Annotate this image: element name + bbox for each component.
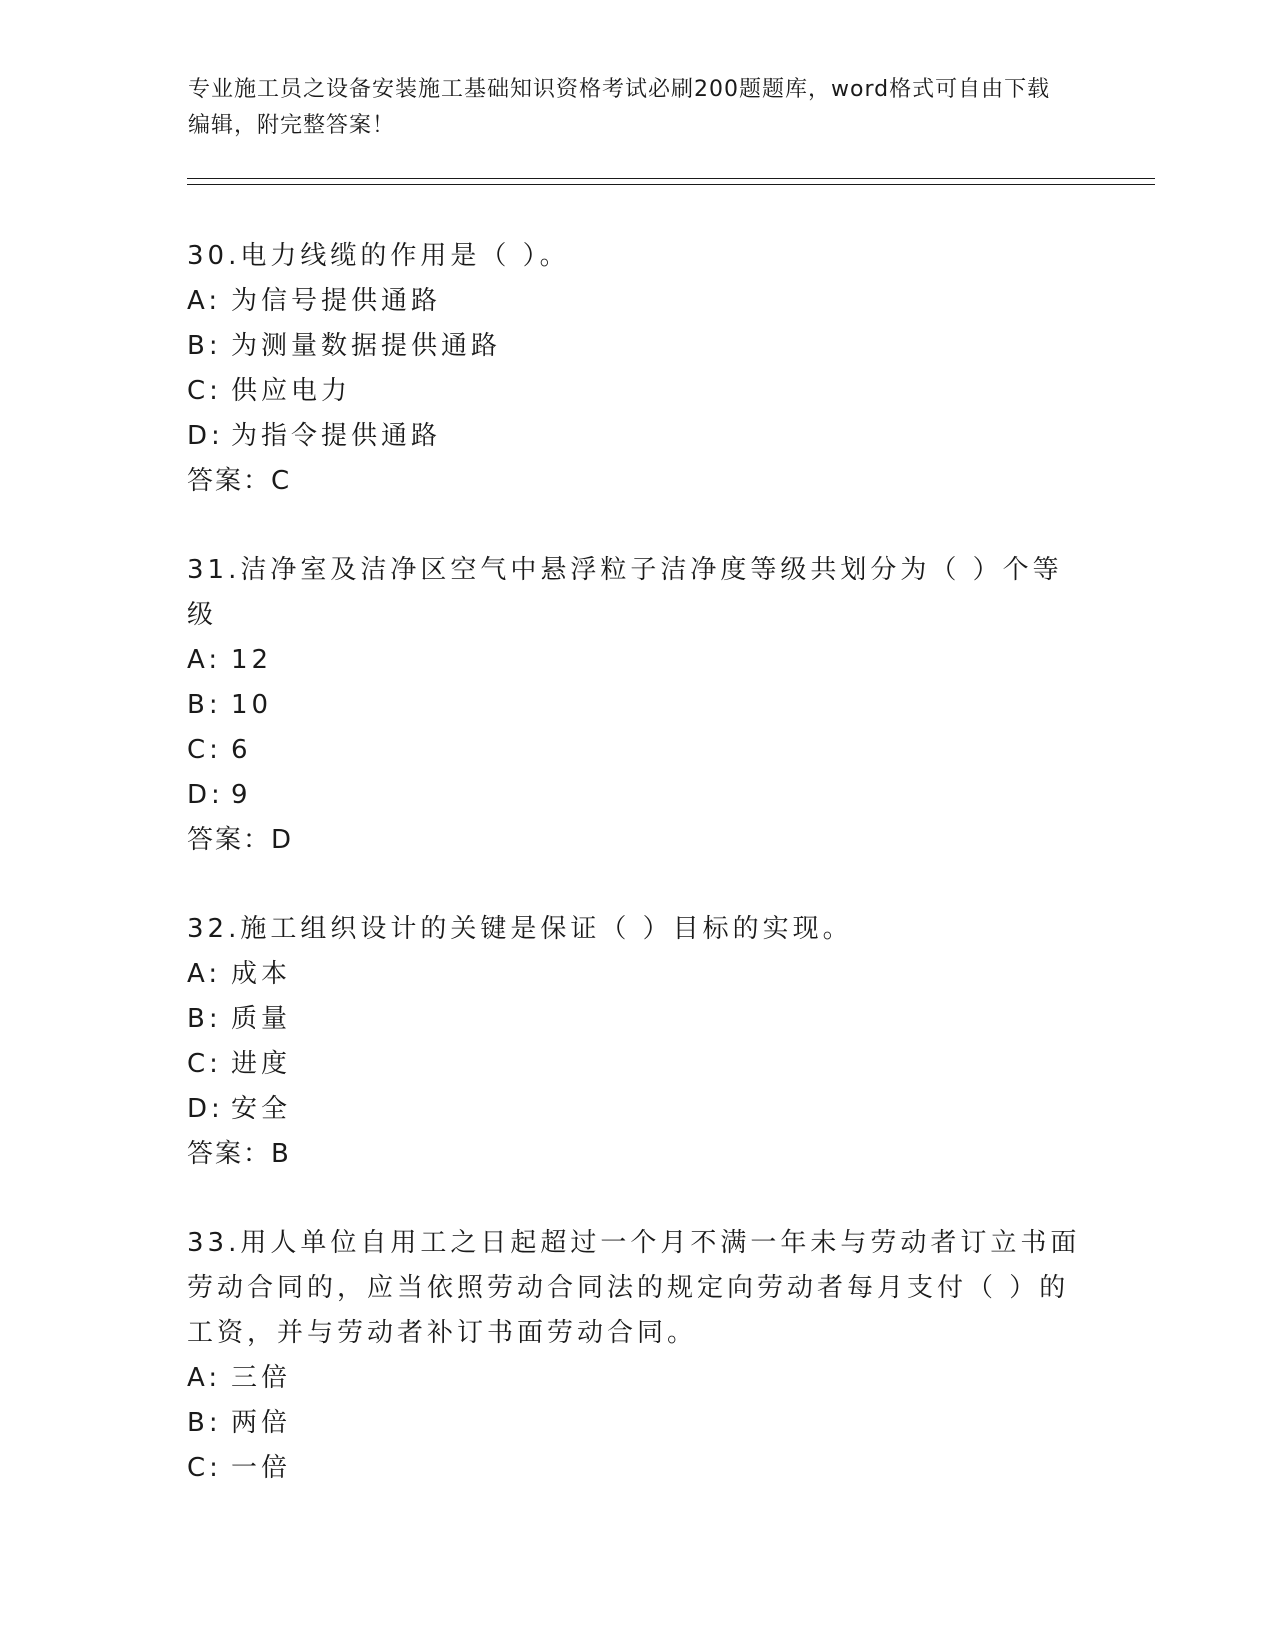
option-text: 一倍 bbox=[231, 1453, 292, 1483]
option-text: 为信号提供通路 bbox=[231, 286, 442, 316]
option-a bbox=[187, 952, 1087, 997]
option-letter: C: bbox=[187, 376, 222, 406]
answer-line: 答案：C bbox=[187, 466, 292, 496]
option-a bbox=[187, 279, 1087, 324]
option-text: 三倍 bbox=[231, 1363, 292, 1393]
option-letter: D: bbox=[187, 421, 224, 451]
option-letter: B: bbox=[187, 1408, 222, 1438]
option-c bbox=[187, 369, 1087, 414]
option-letter: A: bbox=[187, 1363, 222, 1393]
question-32 bbox=[187, 907, 1087, 1177]
option-letter: D: bbox=[187, 780, 224, 810]
option-letter: D: bbox=[187, 1094, 224, 1124]
option-text: 质量 bbox=[231, 1004, 292, 1034]
answer-line: 答案：B bbox=[187, 1139, 291, 1169]
option-letter: B: bbox=[187, 690, 222, 720]
question-stem: 31.洁净室及洁净区空气中悬浮粒子洁净度等级共划分为（ ）个等级 bbox=[187, 555, 1063, 630]
option-text: 为指令提供通路 bbox=[231, 421, 442, 451]
option-c bbox=[187, 1042, 1087, 1087]
document-header-title: 专业施工员之设备安装施工基础知识资格考试必刷200题题库，word格式可自由下载编辑，附完整答案！ bbox=[188, 77, 1051, 138]
question-stem: 30.电力线缆的作用是（ ）。 bbox=[187, 241, 570, 271]
answer-line: 答案：D bbox=[187, 825, 294, 855]
option-b bbox=[187, 324, 1087, 369]
option-letter: B: bbox=[187, 331, 222, 361]
option-text: 9 bbox=[231, 780, 252, 810]
option-c bbox=[187, 1446, 1087, 1491]
option-letter: A: bbox=[187, 959, 222, 989]
question-stem: 33.用人单位自用工之日起超过一个月不满一年未与劳动者订立书面劳动合同的，应当依照劳动合同法的规定向劳动者每月支付（ ）的工资，并与劳动者补订书面劳动合同。 bbox=[187, 1228, 1081, 1348]
question-31 bbox=[187, 548, 1087, 863]
option-d bbox=[187, 414, 1087, 459]
option-b bbox=[187, 1401, 1087, 1446]
question-30 bbox=[187, 234, 1087, 504]
option-c bbox=[187, 728, 1087, 773]
option-text: 进度 bbox=[231, 1049, 292, 1079]
question-33 bbox=[187, 1221, 1087, 1491]
option-d bbox=[187, 1087, 1087, 1132]
option-b bbox=[187, 997, 1087, 1042]
option-text: 成本 bbox=[231, 959, 292, 989]
option-text: 供应电力 bbox=[231, 376, 352, 406]
option-d bbox=[187, 773, 1087, 818]
option-text: 两倍 bbox=[231, 1408, 292, 1438]
question-stem: 32.施工组织设计的关键是保证（ ）目标的实现。 bbox=[187, 914, 853, 944]
option-a bbox=[187, 638, 1087, 683]
option-letter: B: bbox=[187, 1004, 222, 1034]
option-text: 12 bbox=[231, 645, 273, 675]
option-letter: C: bbox=[187, 735, 222, 765]
option-letter: C: bbox=[187, 1453, 222, 1483]
header-double-rule bbox=[187, 178, 1155, 185]
option-text: 10 bbox=[231, 690, 273, 720]
option-a bbox=[187, 1356, 1087, 1401]
option-text: 6 bbox=[231, 735, 252, 765]
option-letter: C: bbox=[187, 1049, 222, 1079]
question-list bbox=[187, 234, 1087, 1535]
option-letter: A: bbox=[187, 645, 222, 675]
option-text: 为测量数据提供通路 bbox=[231, 331, 502, 361]
option-b bbox=[187, 683, 1087, 728]
option-letter: A: bbox=[187, 286, 222, 316]
option-text: 安全 bbox=[231, 1094, 292, 1124]
